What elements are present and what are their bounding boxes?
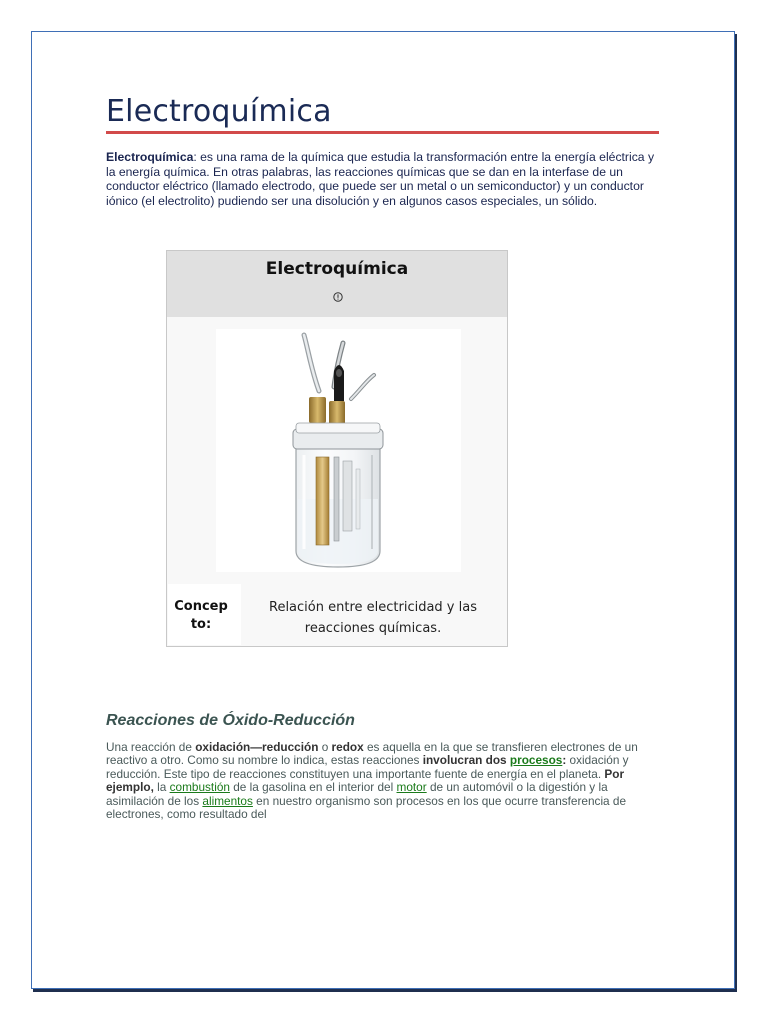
infobox-header <box>167 251 507 317</box>
infobox <box>166 250 508 647</box>
link-combustion[interactable]: combustión <box>169 780 230 795</box>
infobox-label: Concepto: <box>174 599 228 632</box>
bold-fragment: involucran dos <box>422 753 510 768</box>
text-fragment: Una reacción de <box>106 740 196 754</box>
bold-fragment: : <box>562 753 567 768</box>
infobox-label-cell <box>168 584 241 645</box>
page-title: Electroquímica <box>106 94 332 129</box>
title-underline <box>106 131 659 134</box>
info-circle-icon[interactable] <box>333 292 343 302</box>
text-fragment: o <box>318 740 332 754</box>
text-fragment: en nuestro organismo son procesos en los que ocurre transferencia de electrones, como resultado del <box>106 793 627 822</box>
intro-paragraph <box>106 150 662 208</box>
intro-text: : es una rama de la química que estudia la transformación entre la energía eléctrica y la energía química. En otras palabras, las reacciones químicas que se dan en la interfase de un conductor eléctrico (llamado electrodo, que puede ser un metal o un semiconductor) y un conductor iónico (el electrolito) pudiendo ser una disolución y en algunos casos especiales, un sólido. <box>106 150 655 208</box>
infobox-title: Electroquímica <box>265 259 409 279</box>
link-alimentos[interactable]: alimentos <box>202 793 253 808</box>
electrochemical-cell-image <box>216 329 461 572</box>
link-procesos[interactable]: procesos <box>509 753 563 768</box>
link-motor[interactable]: motor <box>396 780 427 795</box>
text-fragment: de la gasolina en el interior del <box>229 780 397 795</box>
bold-fragment: redox <box>331 740 364 754</box>
text-fragment: de un automóvil o la digestión y la asimilación de los <box>106 780 608 808</box>
text-fragment: oxidación y reducción. Este tipo de reacciones constituyen una importante fuente de energía en el planeta. <box>106 753 629 781</box>
section-paragraph <box>106 741 646 821</box>
intro-term: Electroquímica <box>106 150 194 164</box>
infobox-value: Relación entre electricidad y las reacciones químicas. <box>269 600 477 636</box>
section-heading: Reacciones de Óxido-Reducción <box>106 712 355 729</box>
text-fragment: es aquella en la que se transfieren electrones de un reactivo a otro. Como su nombre lo indica, estas reacciones <box>106 740 638 768</box>
bold-fragment: Por ejemplo, <box>106 766 625 795</box>
bold-fragment: oxidación—reducción <box>195 740 319 754</box>
text-fragment: la <box>153 780 170 795</box>
